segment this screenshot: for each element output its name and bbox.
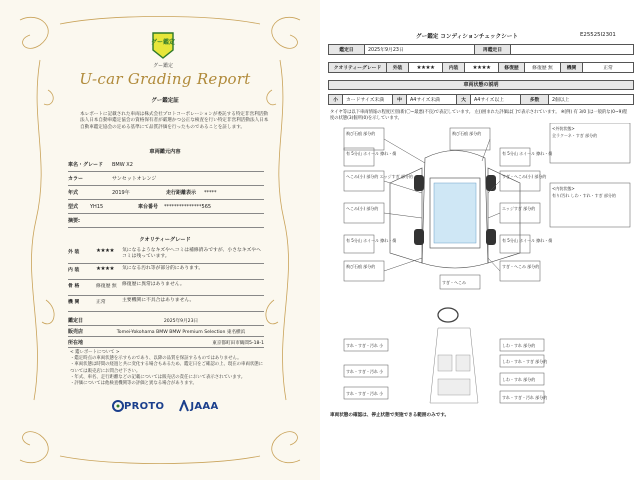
chassis-label: 車台番号 xyxy=(138,204,159,210)
label-int-left-1: すれ・すぎ・汚れ 小 xyxy=(346,343,384,348)
seat-front-right xyxy=(456,355,470,371)
shop-row xyxy=(68,327,264,337)
date-value: 2025年9月23日 xyxy=(365,45,475,55)
label-front-left-top: 飛び石痕 部分的 xyxy=(346,131,376,136)
grade-row-exterior xyxy=(68,248,264,264)
vehicle-color-label: カラー xyxy=(68,176,84,182)
tire-rear-left xyxy=(414,229,424,245)
grade-row-frame xyxy=(68,282,264,296)
vehicle-name-value: BMW X2 xyxy=(112,161,133,168)
certificate-notes xyxy=(70,350,266,387)
jaaa-logo xyxy=(178,400,218,412)
label-int-right-4: すれ・すぎ・汚れ 部分的 xyxy=(502,395,548,400)
quality-label: クオリティーグレード xyxy=(329,63,387,73)
label-rear-bottom: すぎ・へこみ xyxy=(442,280,466,285)
label-int-right-2: しわ・すれ・すぎ 部分的 xyxy=(502,359,548,364)
vehicle-color-row xyxy=(68,172,264,186)
vehicle-model-row xyxy=(68,200,264,214)
damage-markers xyxy=(344,123,630,289)
size-legend-table xyxy=(328,94,634,105)
shop-value: Tomei-Yokohama BMW BMW Premium Selection 東名横浜 xyxy=(116,329,246,335)
vehicle-year-row xyxy=(68,186,264,200)
label-right-edge: エッジすぎ 部分的 xyxy=(502,206,536,211)
exterior-box-title: <外装状態> xyxy=(552,126,575,131)
mileage-value: ***** xyxy=(204,189,217,196)
label-rear-right: すぎ・へこみ 部分的 xyxy=(502,264,540,269)
grade-label: 内 装 xyxy=(68,268,80,273)
jaaa-logo-icon xyxy=(178,400,190,412)
legend-note: タイヤ等は以下車両情報の程度区別(新)〇~最悪(不良)で表記しています。 左()囲まれた評価は[ ]で表示されています。 ※[例) 有 3/0 ]は一般的な(0~9)程度の状態(3)個所(0)を示しています。 xyxy=(330,110,628,121)
size-medium: 中 xyxy=(393,95,407,105)
vehicle-name-label: 車名・グレード xyxy=(68,162,104,168)
note-item: ・鑑定時点の車両状態を示すものであり、以降の品質を保証するものではありません。 xyxy=(70,356,242,362)
label-tire-fl: 有 5分山 ホイール 擦れ・傷 xyxy=(346,151,397,156)
model-label: 型式 xyxy=(68,204,79,210)
label-int-right-3: しわ・すれ 部分的 xyxy=(502,377,536,382)
engine-label: 機関 xyxy=(561,63,583,73)
proto-logo-icon xyxy=(112,400,124,412)
grade-stars: ★★★★ xyxy=(96,266,115,272)
seat-front-left xyxy=(438,355,452,371)
label-int-left-3: すれ・すぎ・汚れ 小 xyxy=(346,391,384,396)
grade-row-engine xyxy=(68,298,264,312)
reappraisal-label: 再鑑定日 xyxy=(475,45,511,55)
grade-row-interior xyxy=(68,266,264,280)
appraisal-date-value: 2025年9月23日 xyxy=(163,318,199,324)
tire-front-right xyxy=(486,175,496,191)
sheet-title: グー鑑定 コンディションチェックシート xyxy=(416,34,518,40)
shop-label: 販売店 xyxy=(68,329,84,335)
seat-rear xyxy=(438,379,470,395)
vehicle-color-value: サンセットオレンジ xyxy=(112,176,157,182)
grade-label: 骨 格 xyxy=(68,284,80,289)
model-value: YH15 xyxy=(90,203,104,210)
exterior-box-text: 全ラクーネ・すぎ 部分的 xyxy=(552,133,598,138)
label-tire-fr: 有 5分山 ホイール 擦れ・傷 xyxy=(502,151,553,156)
quality-section-title: クオリティーグレード xyxy=(139,237,191,243)
certificate-subtitle: グー鑑定証 xyxy=(151,98,179,104)
repair-label: 修復歴 xyxy=(499,63,525,73)
vehicle-year-value: 2019年 xyxy=(112,190,130,196)
condition-check-sheet xyxy=(320,0,640,480)
state-section-title: 車両状態の説明 xyxy=(328,80,634,90)
footer-logos xyxy=(112,398,232,414)
label-tire-rr: 有 5分山 ホイール 擦れ・傷 xyxy=(502,238,553,243)
label-rear-left: 飛び石痕 部分的 xyxy=(346,264,376,269)
chassis-value: ***************565 xyxy=(164,203,212,210)
appraisal-date-row xyxy=(68,316,264,326)
note-item: ・車両状態は時間の経過と共に変化する場合もあるため、鑑定日をご確認の上、現在の車両状態については販売店にお問合せ下さい。 xyxy=(70,362,264,374)
tire-front-left xyxy=(414,175,424,191)
label-left-front: へこみ(小) 部分的 エッジすぎ 部分的 xyxy=(346,174,413,179)
proto-logo xyxy=(112,400,164,412)
size-large-desc: A4サイズ以上 xyxy=(471,95,521,105)
size-medium-desc: A4サイズ未満 xyxy=(407,95,457,105)
int-label: 内装 xyxy=(443,63,465,73)
badge-label: グー鑑定 xyxy=(152,63,173,69)
reappraisal-value xyxy=(511,45,634,55)
remarks-label: 摘要: xyxy=(68,218,80,224)
label-int-left-2: すれ・すぎ・汚れ 小 xyxy=(346,369,384,374)
size-small-desc: カードサイズ未満 xyxy=(343,95,393,105)
grade-description: 気になるようなキズやへコミは補修済みですが、小さなキズやヘコミは残っています。 xyxy=(122,248,261,259)
repair-value: 修復歴 無 xyxy=(525,63,561,73)
remarks-row xyxy=(68,214,264,228)
grade-description: 修復歴に異常はありません。 xyxy=(122,282,185,287)
address-row xyxy=(68,338,264,348)
sheet-code: E25525I2301 xyxy=(580,32,616,38)
notes-heading: < 鑑レポートについて > xyxy=(70,350,120,355)
label-tire-rl: 有 5分山 ホイール 擦れ・傷 xyxy=(346,238,397,243)
steering-wheel-icon xyxy=(438,308,458,322)
ext-label: 外装 xyxy=(387,63,409,73)
label-right-front: すぎ・へこみ(小) 部分的 xyxy=(502,174,547,179)
ext-stars: ★★★★ xyxy=(409,63,443,73)
grade-value: 修復歴 無 xyxy=(96,284,117,289)
badge-text: グー鑑定 xyxy=(150,39,176,46)
interior-diagram xyxy=(344,183,630,403)
address-value: 東京都町田市鶴間5-18-1 xyxy=(212,340,264,346)
address-label: 所在地 xyxy=(68,340,84,346)
interior-box-text: 有り/汚れ しわ・すれ・すぎ 部分的 xyxy=(552,193,616,198)
report-title: U-car Grading Report xyxy=(79,70,251,88)
label-left-side: へこみ(小) 部分的 xyxy=(346,206,379,211)
appraisal-date-label: 鑑定日 xyxy=(68,318,84,324)
tire-rear-right xyxy=(486,229,496,245)
count-many: 2個以上 xyxy=(549,95,634,105)
label-front-right-top: 飛び石痕 部分的 xyxy=(452,131,482,136)
grade-description: 気になる汚れ等が部分的にあります。 xyxy=(122,266,204,271)
note-item: ・年式、車名、走行距離などの記載については販売店の責任において表示されています。 xyxy=(70,374,246,380)
jaaa-logo-text: JAAA xyxy=(190,400,219,412)
grade-value: 正常 xyxy=(96,300,106,305)
grade-description: 主要機関に不具合はありません。 xyxy=(122,298,195,303)
vehicle-section-title: 車両鑑元内容 xyxy=(149,149,181,155)
vehicle-damage-diagram xyxy=(330,123,634,408)
int-stars: ★★★★ xyxy=(465,63,499,73)
grade-stars: ★★★★ xyxy=(96,248,115,254)
size-small: 小 xyxy=(329,95,343,105)
date-label: 鑑定日 xyxy=(329,45,365,55)
windshield-glass xyxy=(434,183,476,243)
grade-label: 外 装 xyxy=(68,250,80,255)
note-item: ・評価については他検査機関等の評価と異なる場合があります。 xyxy=(70,381,197,387)
size-large: 大 xyxy=(457,95,471,105)
count-part: 多数 xyxy=(521,95,549,105)
certificate-intro: 本レポートに記載された車両は株式会社プロトコーポレーションが委託する特定非営利活動法人日本自動車鑑定協会の資格保有者が厳選かつ公正な検査を行い特定非営利活動法人日本自動車鑑定協会の定める基準にて品質評価を行ったものであることを証します。 xyxy=(80,112,269,130)
bottom-note: 車両状態の確認は、停止状態で実施できる範囲のみです。 xyxy=(330,413,450,418)
proto-logo-text: PROTO xyxy=(124,400,165,412)
quality-table xyxy=(328,62,634,73)
label-int-right-1: しわ・すれ 部分的 xyxy=(502,343,536,348)
grade-label: 機 関 xyxy=(68,300,80,305)
mileage-label: 走行距離表示 xyxy=(166,190,197,196)
date-table xyxy=(328,44,634,55)
interior-box-title: <内装状態> xyxy=(552,186,575,191)
goo-kantei-badge-icon xyxy=(150,30,176,60)
vehicle-name-row xyxy=(68,158,264,172)
engine-value: 正常 xyxy=(583,63,634,73)
vehicle-year-label: 年式 xyxy=(68,190,79,196)
